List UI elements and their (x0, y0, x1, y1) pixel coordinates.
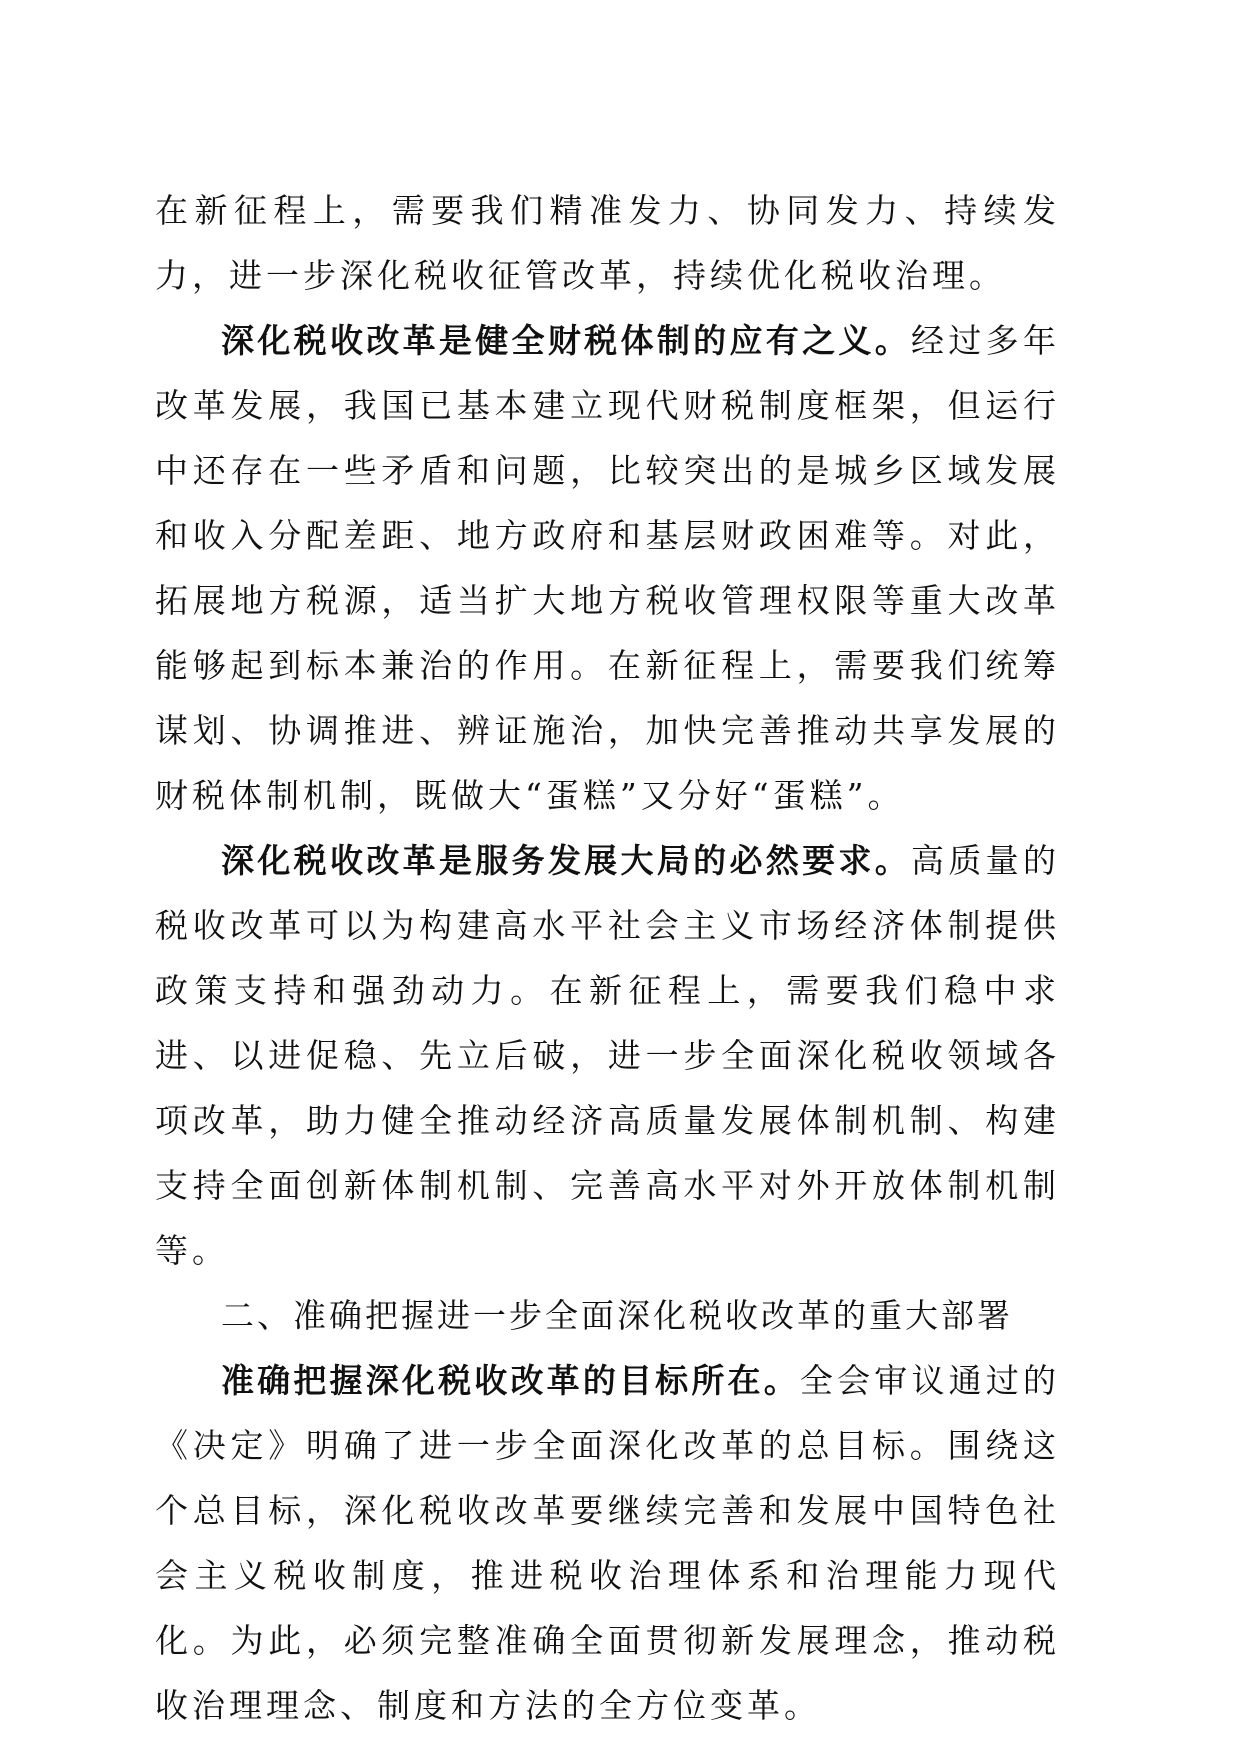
paragraph-text: 经过多年改革发展，我国已基本建立现代财税制度框架，但运行中还存在一些矛盾和问题，比较突出的是城乡区域发展和收入分配差距、地方政府和基层财政困难等。对此，拓展地方税源，适当扩大地方税收管理权限等重大改革能够起到标本兼治的作用。在新征程上，需要我们统筹谋划、协调推进、辨证施治，加快完善推动共享发展的财税体制机制，既做大“蛋糕”又分好“蛋糕”。 (155, 321, 1061, 815)
document-body (155, 178, 1060, 1738)
paragraph-lead: 深化税收改革是服务发展大局的必然要求。 (221, 841, 912, 880)
paragraph-goals (155, 1348, 1060, 1738)
section-heading: 二、准确把握进一步全面深化税收改革的重大部署 (221, 1296, 1013, 1335)
paragraph-lead: 准确把握深化税收改革的目标所在。 (221, 1361, 800, 1400)
paragraph-text: 高质量的税收改革可以为构建高水平社会主义市场经济体制提供政策支持和强劲动力。在新征程上，需要我们稳中求进、以进促稳、先立后破，进一步全面深化税收领域各项改革，助力健全推动经济高质量发展体制机制、构建支持全面创新体制机制、完善高水平对外开放体制机制等。 (155, 841, 1061, 1270)
paragraph-fiscal-system (155, 308, 1060, 828)
paragraph-development (155, 828, 1060, 1283)
paragraph-lead: 深化税收改革是健全财税体制的应有之义。 (221, 321, 912, 360)
paragraph-text: 全会审议通过的《决定》明确了进一步全面深化改革的总目标。围绕这个总目标，深化税收改革要继续完善和发展中国特色社会主义税收制度，推进税收治理体系和治理能力现代化。为此，必须完整准确全面贯彻新发展理念，推动税收治理理念、制度和方法的全方位变革。 (155, 1361, 1061, 1725)
paragraph-text: 在新征程上，需要我们精准发力、协同发力、持续发力，进一步深化税收征管改革，持续优化税收治理。 (155, 191, 1060, 295)
paragraph-continuation (155, 178, 1060, 308)
